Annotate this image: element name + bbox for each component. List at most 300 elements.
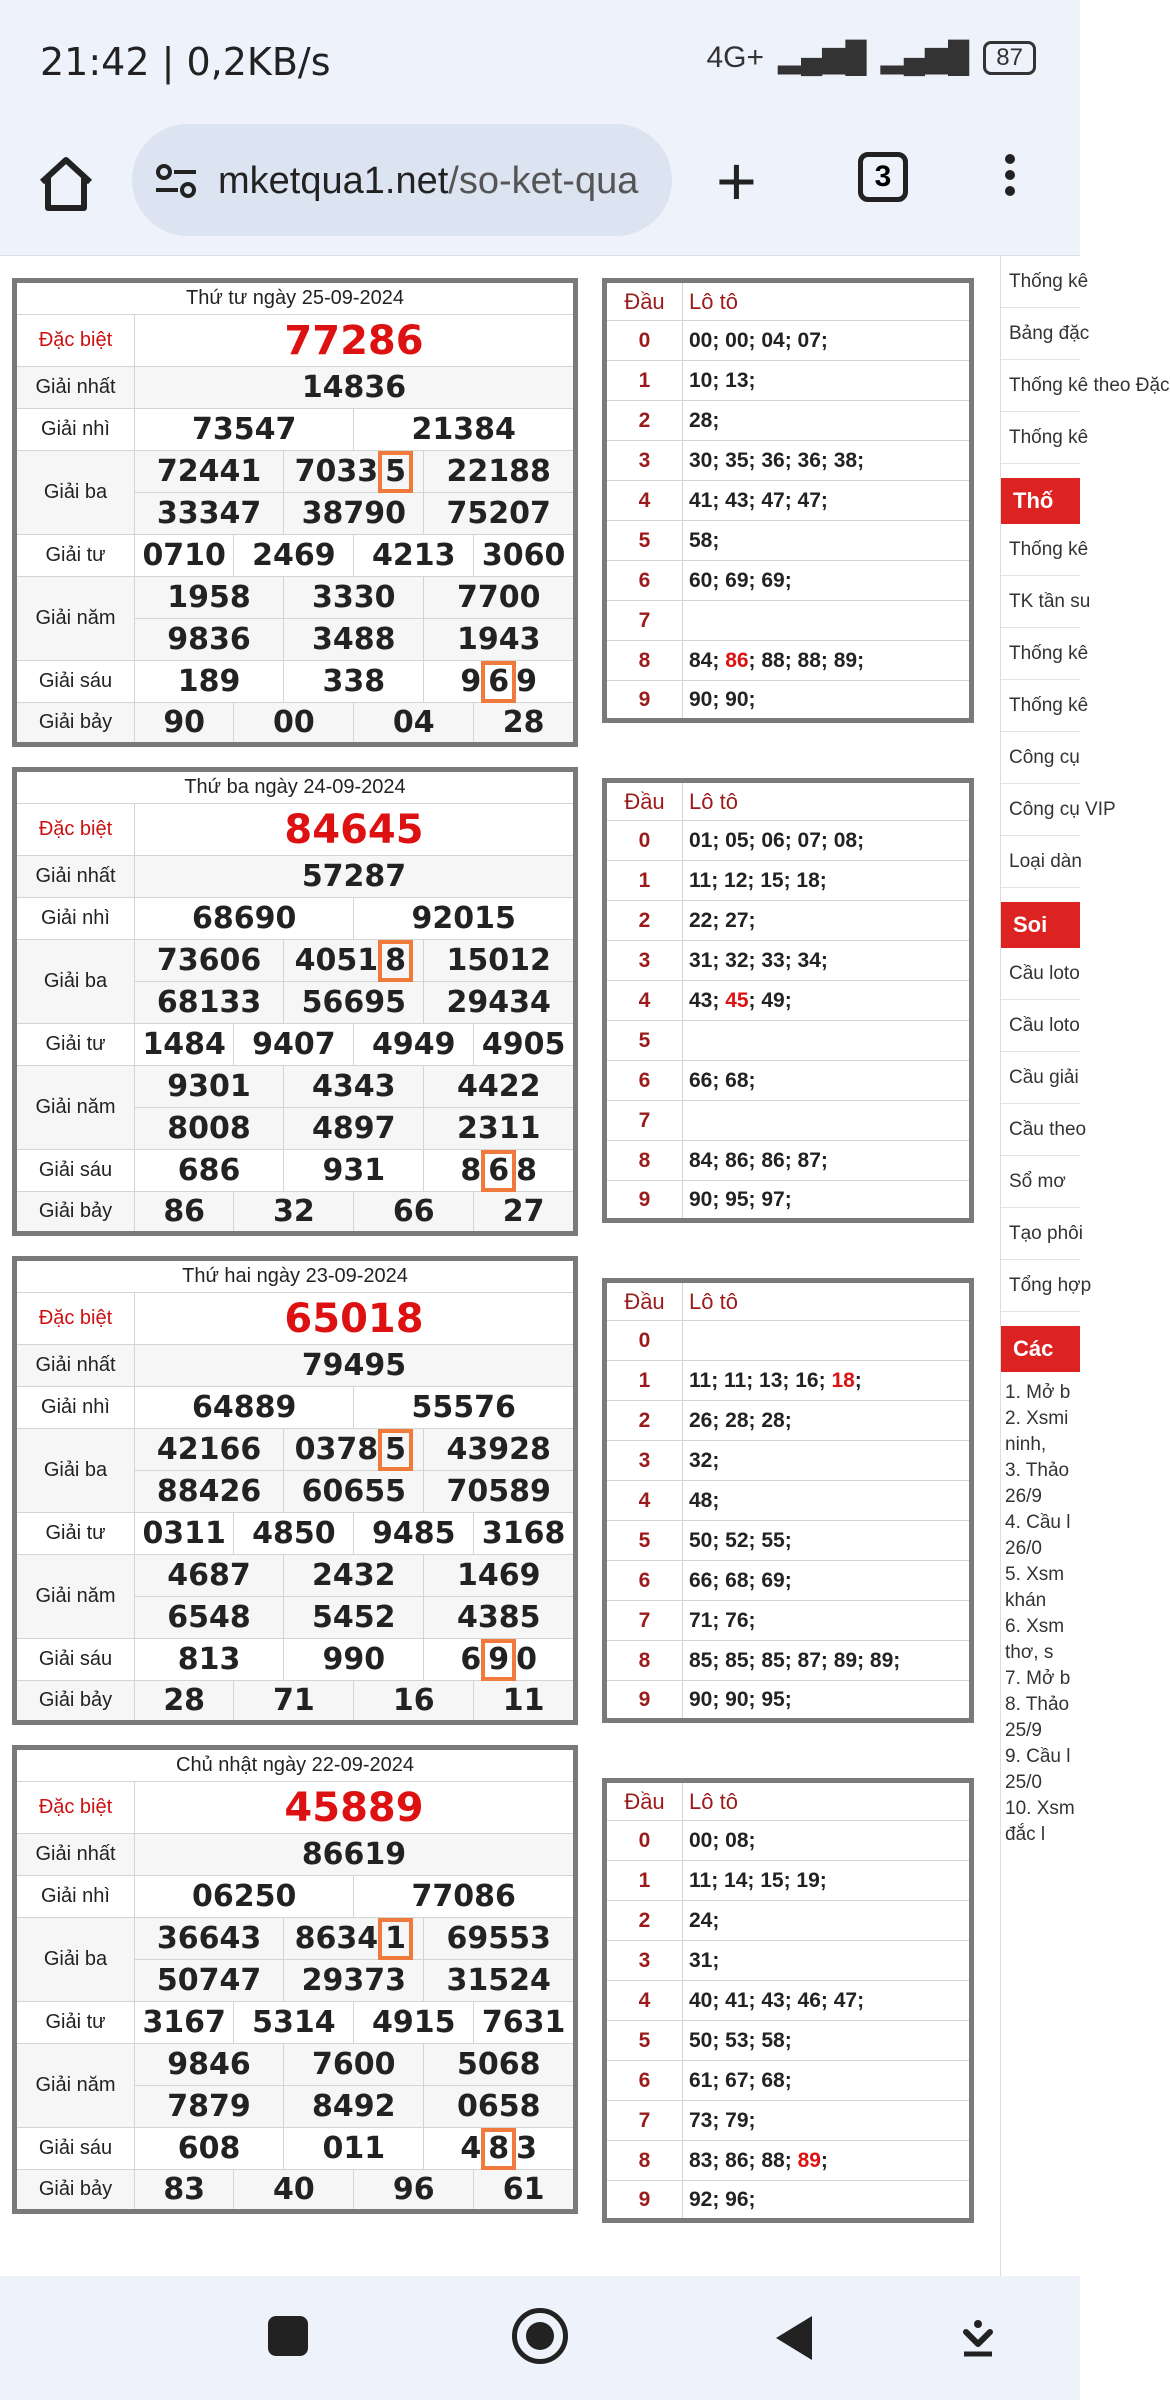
prize-number: 72441: [135, 451, 284, 493]
loto-head-digit: 6: [605, 561, 683, 601]
sidebar-article-link[interactable]: 7. Mở b: [1005, 1668, 1071, 1689]
home-icon[interactable]: [36, 154, 96, 214]
prize-number: 79495: [135, 1345, 576, 1387]
prize-number: 73606: [135, 940, 284, 982]
highlight-marker: 5: [378, 1429, 413, 1471]
loto-head-digit: 5: [605, 2021, 683, 2061]
sidebar-article-link[interactable]: 25/0: [1005, 1772, 1042, 1793]
prize-number: 189: [135, 661, 284, 703]
loto-value-text: 31;: [689, 1948, 720, 1972]
prize-number: [424, 1639, 576, 1681]
loto-head-digit: 7: [605, 601, 683, 641]
prize-number-part: 4: [460, 2131, 482, 2166]
prize-label-g7: Giải bảy: [15, 1192, 135, 1234]
loto-special-value: 89: [797, 2148, 821, 2172]
sidebar-article-link[interactable]: 25/9: [1005, 1720, 1042, 1741]
loto-values: [683, 321, 972, 361]
sidebar-article-link[interactable]: 26/9: [1005, 1486, 1042, 1507]
prize-number: 27: [474, 1192, 576, 1234]
prize-number: 86619: [135, 1834, 576, 1876]
sidebar-link[interactable]: Sổ mơ: [1001, 1156, 1080, 1208]
sidebar-article-link[interactable]: 3. Thảo: [1005, 1460, 1070, 1481]
prize-number: 68133: [135, 982, 284, 1024]
loto-head-digit: 1: [605, 861, 683, 901]
home-button[interactable]: [512, 2308, 568, 2364]
loto-values: [683, 601, 972, 641]
highlight-marker: 8: [378, 940, 413, 982]
result-date-title: Thứ tư ngày 25-09-2024: [15, 281, 576, 315]
prize-number: 28: [474, 703, 576, 745]
prize-label-db: Đặc biệt: [15, 1293, 135, 1345]
url-path: /so-ket-qua: [448, 160, 639, 202]
prize-label-g5: Giải năm: [15, 1555, 135, 1639]
loto-head-digit: 4: [605, 1481, 683, 1521]
prize-number: 88426: [135, 1471, 284, 1513]
loto-head-dau: Đầu: [605, 1781, 683, 1821]
loto-value-text: 40; 41; 43; 46; 47;: [689, 1988, 865, 2012]
loto-head-digit: 3: [605, 1941, 683, 1981]
loto-values: [683, 941, 972, 981]
prize-number: 00: [234, 703, 354, 745]
prize-label-db: Đặc biệt: [15, 1782, 135, 1834]
prize-number: 28: [135, 1681, 234, 1723]
sidebar-article-link[interactable]: 9. Cầu l: [1005, 1746, 1071, 1767]
status-icons: [706, 40, 1036, 75]
loto-values: [683, 1021, 972, 1061]
loto-head-digit: 0: [605, 1321, 683, 1361]
prize-label-g5: Giải năm: [15, 2044, 135, 2128]
result-table: [12, 1745, 578, 2214]
prize-number: 22188: [424, 451, 576, 493]
sidebar-article-link[interactable]: 6. Xsm: [1005, 1616, 1065, 1637]
loto-head-digit: 2: [605, 401, 683, 441]
prize-number: 1484: [135, 1024, 234, 1066]
loto-table: [602, 778, 974, 1223]
new-tab-button[interactable]: +: [716, 142, 757, 220]
prize-number: 04: [354, 703, 474, 745]
highlight-marker: 1: [378, 1918, 413, 1960]
prize-number: 8008: [135, 1108, 284, 1150]
site-settings-icon[interactable]: [154, 164, 198, 198]
loto-values: [683, 2181, 972, 2221]
prize-number-part: 0: [516, 1642, 538, 1677]
prize-number: 96: [354, 2170, 474, 2212]
loto-value-text: ; 88; 88; 89;: [748, 648, 865, 672]
prize-number-part: 8: [460, 1153, 482, 1188]
prize-number: [424, 1150, 576, 1192]
prize-number: 011: [284, 2128, 424, 2170]
loto-column: [602, 278, 974, 2278]
loto-value-text: 32;: [689, 1448, 720, 1472]
results-column: [12, 278, 578, 2234]
sidebar-head-articles: Các: [1001, 1326, 1080, 1372]
loto-head-digit: 1: [605, 1861, 683, 1901]
prize-number: 3330: [284, 577, 424, 619]
loto-value-text: 26; 28; 28;: [689, 1408, 792, 1432]
prize-number: 0710: [135, 535, 234, 577]
sidebar-link[interactable]: Bảng đặc: [1001, 308, 1080, 360]
loto-value-text: 71; 76;: [689, 1608, 756, 1632]
prize-label-g6: Giải sáu: [15, 1150, 135, 1192]
prize-number: 70589: [424, 1471, 576, 1513]
loto-value-text: 84; 86; 86; 87;: [689, 1148, 828, 1172]
prize-number: 2311: [424, 1108, 576, 1150]
loto-values: [683, 1401, 972, 1441]
prize-number-part: 0378: [294, 1432, 379, 1467]
prize-number: 71: [234, 1681, 354, 1723]
loto-value-text: 22; 27;: [689, 908, 756, 932]
prize-number-part: 9: [516, 664, 538, 699]
sidebar: [1000, 256, 1170, 2276]
prize-number: 73547: [135, 409, 354, 451]
prize-number: 6548: [135, 1597, 284, 1639]
loto-values: [683, 481, 972, 521]
prize-number: 5314: [234, 2002, 354, 2044]
prize-number: 33347: [135, 493, 284, 535]
loto-value-text: ;: [820, 2148, 828, 2172]
loto-value-text: 92; 96;: [689, 2187, 756, 2211]
sidebar-link[interactable]: Cầu loto: [1001, 948, 1080, 1000]
sidebar-head-soi: Soi: [1001, 902, 1080, 948]
loto-head-digit: 6: [605, 1061, 683, 1101]
prize-number: 60655: [284, 1471, 424, 1513]
prize-label-g4: Giải tư: [15, 1024, 135, 1066]
loto-head-dau: Đầu: [605, 1281, 683, 1321]
prize-number: 9485: [354, 1513, 474, 1555]
loto-value-text: 11; 11; 13; 16;: [689, 1368, 832, 1392]
prize-number: 84645: [135, 804, 576, 856]
prize-number: 4213: [354, 535, 474, 577]
prize-number: 3060: [474, 535, 576, 577]
loto-value-text: 85; 85; 85; 87; 89; 89;: [689, 1648, 901, 1672]
prize-number: 06250: [135, 1876, 354, 1918]
prize-number: 86: [135, 1192, 234, 1234]
prize-number: 813: [135, 1639, 284, 1681]
prize-number: 4850: [234, 1513, 354, 1555]
prize-number: 3168: [474, 1513, 576, 1555]
highlight-marker: 5: [378, 451, 413, 493]
prize-number: 686: [135, 1150, 284, 1192]
loto-value-text: 41; 43; 47; 47;: [689, 488, 828, 512]
sidebar-article-link[interactable]: 5. Xsm: [1005, 1564, 1065, 1585]
loto-head-digit: 1: [605, 1361, 683, 1401]
sidebar-link[interactable]: Cầu giải: [1001, 1052, 1080, 1104]
loto-head-digit: 0: [605, 321, 683, 361]
prize-number: 990: [284, 1639, 424, 1681]
prize-number: 56695: [284, 982, 424, 1024]
prize-number: [284, 940, 424, 982]
status-bar: [0, 0, 1080, 118]
sidebar-link[interactable]: Công cụ VIP: [1001, 784, 1080, 836]
prize-number: 8492: [284, 2086, 424, 2128]
loto-head-digit: 9: [605, 2181, 683, 2221]
loto-values: [683, 361, 972, 401]
loto-values: [683, 1901, 972, 1941]
loto-value-text: ; 49;: [748, 988, 792, 1012]
prize-number: 9846: [135, 2044, 284, 2086]
prize-label-g4: Giải tư: [15, 535, 135, 577]
prize-number: [284, 1429, 424, 1471]
loto-head-loto: Lô tô: [683, 1281, 972, 1321]
prize-number: [284, 1918, 424, 1960]
loto-value-text: 90; 90;: [689, 687, 756, 711]
loto-values: [683, 1101, 972, 1141]
loto-values: [683, 2021, 972, 2061]
loto-value-text: 58;: [689, 528, 720, 552]
prize-number: 4897: [284, 1108, 424, 1150]
loto-head-loto: Lô tô: [683, 281, 972, 321]
loto-value-text: 10; 13;: [689, 368, 756, 392]
prize-number: 9836: [135, 619, 284, 661]
result-date-title: Chủ nhật ngày 22-09-2024: [15, 1748, 576, 1782]
prize-number: 9301: [135, 1066, 284, 1108]
loto-values: [683, 1521, 972, 1561]
prize-number: 92015: [354, 898, 576, 940]
sidebar-article-link[interactable]: ninh,: [1005, 1434, 1047, 1455]
battery-icon: 87: [983, 41, 1036, 75]
prize-number: 36643: [135, 1918, 284, 1960]
prize-number: 608: [135, 2128, 284, 2170]
prize-number: 3488: [284, 619, 424, 661]
loto-values: [683, 2101, 972, 2141]
loto-values: [683, 1481, 972, 1521]
prize-number: 1958: [135, 577, 284, 619]
prize-number: 77286: [135, 315, 576, 367]
result-table: [12, 767, 578, 1236]
recents-button[interactable]: [268, 2316, 308, 2356]
loto-values: [683, 1441, 972, 1481]
prize-label-g6: Giải sáu: [15, 1639, 135, 1681]
prize-number: 4905: [474, 1024, 576, 1066]
prize-label-g3: Giải ba: [15, 1429, 135, 1513]
prize-number: [284, 451, 424, 493]
prize-number-part: 9: [460, 664, 482, 699]
sidebar-link[interactable]: Thống kê: [1001, 628, 1080, 680]
prize-label-g6: Giải sáu: [15, 2128, 135, 2170]
sidebar-article-link[interactable]: 1. Mở b: [1005, 1382, 1071, 1403]
sidebar-link[interactable]: Cầu loto: [1001, 1000, 1080, 1052]
prize-label-g1: Giải nhất: [15, 1345, 135, 1387]
loto-values: [683, 1681, 972, 1721]
prize-number: 4687: [135, 1555, 284, 1597]
loto-head-digit: 6: [605, 1561, 683, 1601]
prize-number: 0311: [135, 1513, 234, 1555]
loto-head-digit: 0: [605, 1821, 683, 1861]
prize-number: 14836: [135, 367, 576, 409]
loto-values: [683, 1861, 972, 1901]
prize-number: 68690: [135, 898, 354, 940]
loto-values: [683, 861, 972, 901]
prize-number: 9407: [234, 1024, 354, 1066]
loto-values: [683, 1641, 972, 1681]
prize-number: 32: [234, 1192, 354, 1234]
sidebar-article-link[interactable]: 8. Thảo: [1005, 1694, 1070, 1715]
prize-number: 1943: [424, 619, 576, 661]
loto-head-digit: 5: [605, 1521, 683, 1561]
sidebar-article-link[interactable]: khán: [1005, 1590, 1047, 1611]
prize-label-g7: Giải bảy: [15, 1681, 135, 1723]
sidebar-link[interactable]: Cầu theo: [1001, 1104, 1080, 1156]
prize-label-g2: Giải nhì: [15, 1387, 135, 1429]
loto-value-text: 60; 69; 69;: [689, 568, 792, 592]
prize-label-g3: Giải ba: [15, 940, 135, 1024]
result-date-title: Thứ ba ngày 24-09-2024: [15, 770, 576, 804]
prize-number: 11: [474, 1681, 576, 1723]
loto-table: [602, 1778, 974, 2223]
loto-value-text: 11; 12; 15; 18;: [689, 868, 827, 892]
prize-number: 57287: [135, 856, 576, 898]
prize-label-db: Đặc biệt: [15, 315, 135, 367]
sidebar-article-link[interactable]: thơ, s: [1005, 1642, 1054, 1663]
prize-label-g3: Giải ba: [15, 451, 135, 535]
loto-values: [683, 2061, 972, 2101]
prize-label-g3: Giải ba: [15, 1918, 135, 2002]
back-button[interactable]: [776, 2316, 812, 2360]
more-menu-icon[interactable]: [1000, 148, 1020, 208]
loto-head-digit: 7: [605, 2101, 683, 2141]
loto-value-text: 50; 53; 58;: [689, 2028, 792, 2052]
loto-values: [683, 561, 972, 601]
sidebar-article-link[interactable]: đắc l: [1005, 1824, 1046, 1845]
prize-label-g5: Giải năm: [15, 1066, 135, 1150]
loto-table: [602, 1278, 974, 1723]
sidebar-article-link[interactable]: 26/0: [1005, 1538, 1042, 1559]
loto-value-text: 31; 32; 33; 34;: [689, 948, 828, 972]
loto-head-digit: 0: [605, 821, 683, 861]
prize-number-part: 4051: [294, 943, 379, 978]
prize-number: 83: [135, 2170, 234, 2212]
loto-value-text: ;: [854, 1368, 862, 1392]
prize-number: 3167: [135, 2002, 234, 2044]
loto-values: [683, 1941, 972, 1981]
prize-number: 21384: [354, 409, 576, 451]
loto-value-text: 90; 95; 97;: [689, 1187, 792, 1211]
sidebar-link[interactable]: Thống kê: [1001, 680, 1080, 732]
loto-values: [683, 2141, 972, 2181]
download-icon[interactable]: [958, 2318, 998, 2358]
prize-number-part: 8634: [294, 1921, 379, 1956]
loto-block: [602, 1778, 974, 2278]
result-table: [12, 1256, 578, 1725]
prize-number: 29434: [424, 982, 576, 1024]
loto-value-text: 73; 79;: [689, 2108, 756, 2132]
url-text: [218, 160, 638, 203]
prize-number: 5068: [424, 2044, 576, 2086]
prize-number: [424, 2128, 576, 2170]
prize-number: 931: [284, 1150, 424, 1192]
sidebar-link[interactable]: TK tần su: [1001, 576, 1080, 628]
loto-head-digit: 8: [605, 1141, 683, 1181]
page-content: [0, 256, 1170, 2276]
loto-head-digit: 3: [605, 1441, 683, 1481]
prize-number: 66: [354, 1192, 474, 1234]
prize-number: 69553: [424, 1918, 576, 1960]
loto-head-digit: 6: [605, 2061, 683, 2101]
sidebar-link[interactable]: Công cụ: [1001, 732, 1080, 784]
prize-label-g6: Giải sáu: [15, 661, 135, 703]
loto-block: [602, 1278, 974, 1778]
loto-value-text: 61; 67; 68;: [689, 2068, 792, 2092]
loto-value-text: 43;: [689, 988, 726, 1012]
loto-values: [683, 1061, 972, 1101]
prize-number: 4422: [424, 1066, 576, 1108]
prize-number: 7879: [135, 2086, 284, 2128]
prize-label-g2: Giải nhì: [15, 409, 135, 451]
loto-values: [683, 1181, 972, 1221]
loto-values: [683, 1601, 972, 1641]
loto-values: [683, 681, 972, 721]
prize-number: 65018: [135, 1293, 576, 1345]
sidebar-link[interactable]: Thống kê: [1001, 524, 1080, 576]
url-host: mketqua1.net: [218, 160, 449, 202]
prize-number: 7600: [284, 2044, 424, 2086]
loto-head-digit: 1: [605, 361, 683, 401]
sidebar-article-link[interactable]: 2. Xsmi: [1005, 1408, 1069, 1429]
signal-icon: ▂▄▆█: [777, 41, 867, 74]
loto-head-digit: 4: [605, 481, 683, 521]
prize-number: 4915: [354, 2002, 474, 2044]
loto-value-text: 28;: [689, 408, 720, 432]
loto-values: [683, 441, 972, 481]
sidebar-link[interactable]: Thống kê: [1001, 256, 1080, 308]
loto-head-loto: Lô tô: [683, 781, 972, 821]
loto-values: [683, 401, 972, 441]
loto-values: [683, 1141, 972, 1181]
loto-head-loto: Lô tô: [683, 1781, 972, 1821]
loto-values: [683, 1561, 972, 1601]
loto-head-digit: 4: [605, 1981, 683, 2021]
loto-value-text: 66; 68;: [689, 1068, 756, 1092]
signal-icon-2: ▂▄▆█: [880, 41, 970, 74]
loto-head-dau: Đầu: [605, 781, 683, 821]
loto-head-dau: Đầu: [605, 281, 683, 321]
loto-value-text: 84;: [689, 648, 726, 672]
loto-block: [602, 778, 974, 1278]
prize-label-g4: Giải tư: [15, 2002, 135, 2044]
sidebar-article-link[interactable]: 10. Xsm: [1005, 1798, 1075, 1819]
prize-number: 61: [474, 2170, 576, 2212]
sidebar-link[interactable]: Tạo phôi: [1001, 1208, 1080, 1260]
address-bar[interactable]: [132, 124, 672, 236]
loto-values: [683, 1321, 972, 1361]
prize-label-g5: Giải năm: [15, 577, 135, 661]
loto-head-digit: 5: [605, 1021, 683, 1061]
loto-table: [602, 278, 974, 723]
prize-label-g1: Giải nhất: [15, 367, 135, 409]
browser-toolbar: [0, 118, 1080, 256]
loto-head-digit: 9: [605, 1181, 683, 1221]
sidebar-link[interactable]: Thống kê: [1001, 412, 1080, 464]
sidebar-link[interactable]: Tổng hợp: [1001, 1260, 1080, 1312]
loto-head-digit: 7: [605, 1601, 683, 1641]
loto-head-digit: 3: [605, 441, 683, 481]
loto-head-digit: 8: [605, 2141, 683, 2181]
prize-number: 4949: [354, 1024, 474, 1066]
highlight-marker: 6: [481, 661, 516, 703]
loto-value-text: 24;: [689, 1908, 720, 1932]
prize-label-g7: Giải bảy: [15, 703, 135, 745]
prize-label-g4: Giải tư: [15, 1513, 135, 1555]
prize-number: 4385: [424, 1597, 576, 1639]
tab-switcher-button[interactable]: 3: [858, 152, 908, 202]
sidebar-link[interactable]: Thống kê theo Đặc: [1001, 360, 1080, 412]
loto-special-value: 86: [725, 648, 749, 672]
prize-number: 2469: [234, 535, 354, 577]
sidebar-link[interactable]: Loại dàn: [1001, 836, 1080, 888]
sidebar-article-link[interactable]: 4. Cầu l: [1005, 1512, 1071, 1533]
loto-block: [602, 278, 974, 778]
prize-number: 4343: [284, 1066, 424, 1108]
